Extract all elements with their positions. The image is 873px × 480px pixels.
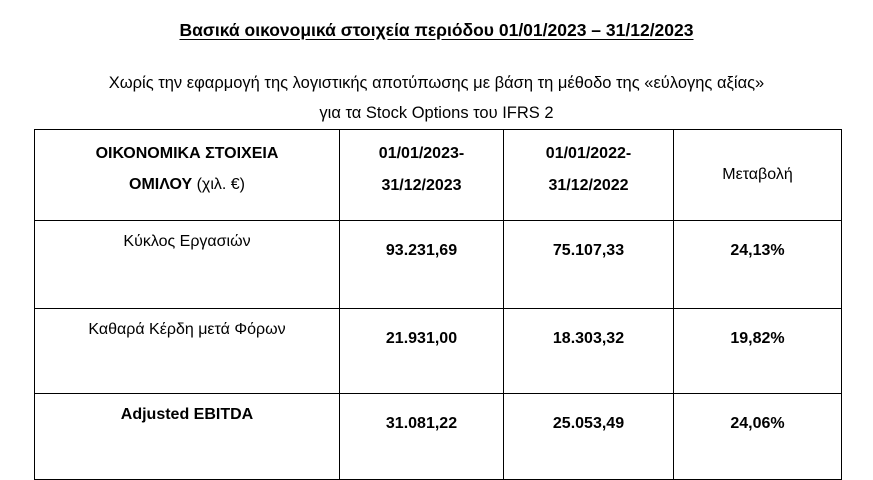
header-financial-data-line-2 xyxy=(35,169,339,200)
row-label-revenue: Κύκλος Εργασιών xyxy=(35,221,340,309)
header-period-2023-line-1: 01/01/2023- xyxy=(378,145,465,162)
header-period-2022-line-1: 01/01/2022- xyxy=(545,145,632,162)
header-unit-label: (χιλ. €) xyxy=(196,176,245,193)
subtitle xyxy=(0,68,873,128)
header-period-2022 xyxy=(504,130,674,221)
header-financial-data xyxy=(35,130,340,221)
row-label-adjusted-ebitda: Adjusted EBITDA xyxy=(35,394,340,480)
header-period-2023-line-2: 31/12/2023 xyxy=(381,177,462,194)
table-row xyxy=(35,394,842,480)
subtitle-line-1: Χωρίς την εφαρμογή της λογιστικής αποτύπωσης με βάση τη μέθοδο της «εύλογης αξίας» xyxy=(108,74,765,92)
table-row xyxy=(35,309,842,394)
cell-value-2023: 31.081,22 xyxy=(340,394,504,480)
table-header-row xyxy=(35,130,842,221)
header-financial-data-line-1: ΟΙΚΟΝΟΜΙΚΑ ΣΤΟΙΧΕΙΑ xyxy=(95,145,279,162)
table-row xyxy=(35,221,842,309)
cell-value-2023: 21.931,00 xyxy=(340,309,504,394)
page-title xyxy=(0,20,873,41)
header-change: Μεταβολή xyxy=(674,130,842,221)
financial-table xyxy=(34,129,842,480)
header-group-label: ΟΜΙΛΟΥ xyxy=(129,176,193,193)
page-title-text: Βασικά οικονομικά στοιχεία περιόδου 01/01/2023 – 31/12/2023 xyxy=(179,20,694,40)
cell-value-2022: 75.107,33 xyxy=(504,221,674,309)
cell-change: 19,82% xyxy=(674,309,842,394)
header-period-2022-line-2: 31/12/2022 xyxy=(548,177,629,194)
cell-value-2023: 93.231,69 xyxy=(340,221,504,309)
subtitle-line-2: για τα Stock Options του IFRS 2 xyxy=(319,104,554,122)
cell-value-2022: 18.303,32 xyxy=(504,309,674,394)
header-period-2023 xyxy=(340,130,504,221)
row-label-net-profit: Καθαρά Κέρδη μετά Φόρων xyxy=(35,309,340,394)
cell-value-2022: 25.053,49 xyxy=(504,394,674,480)
cell-change: 24,06% xyxy=(674,394,842,480)
cell-change: 24,13% xyxy=(674,221,842,309)
